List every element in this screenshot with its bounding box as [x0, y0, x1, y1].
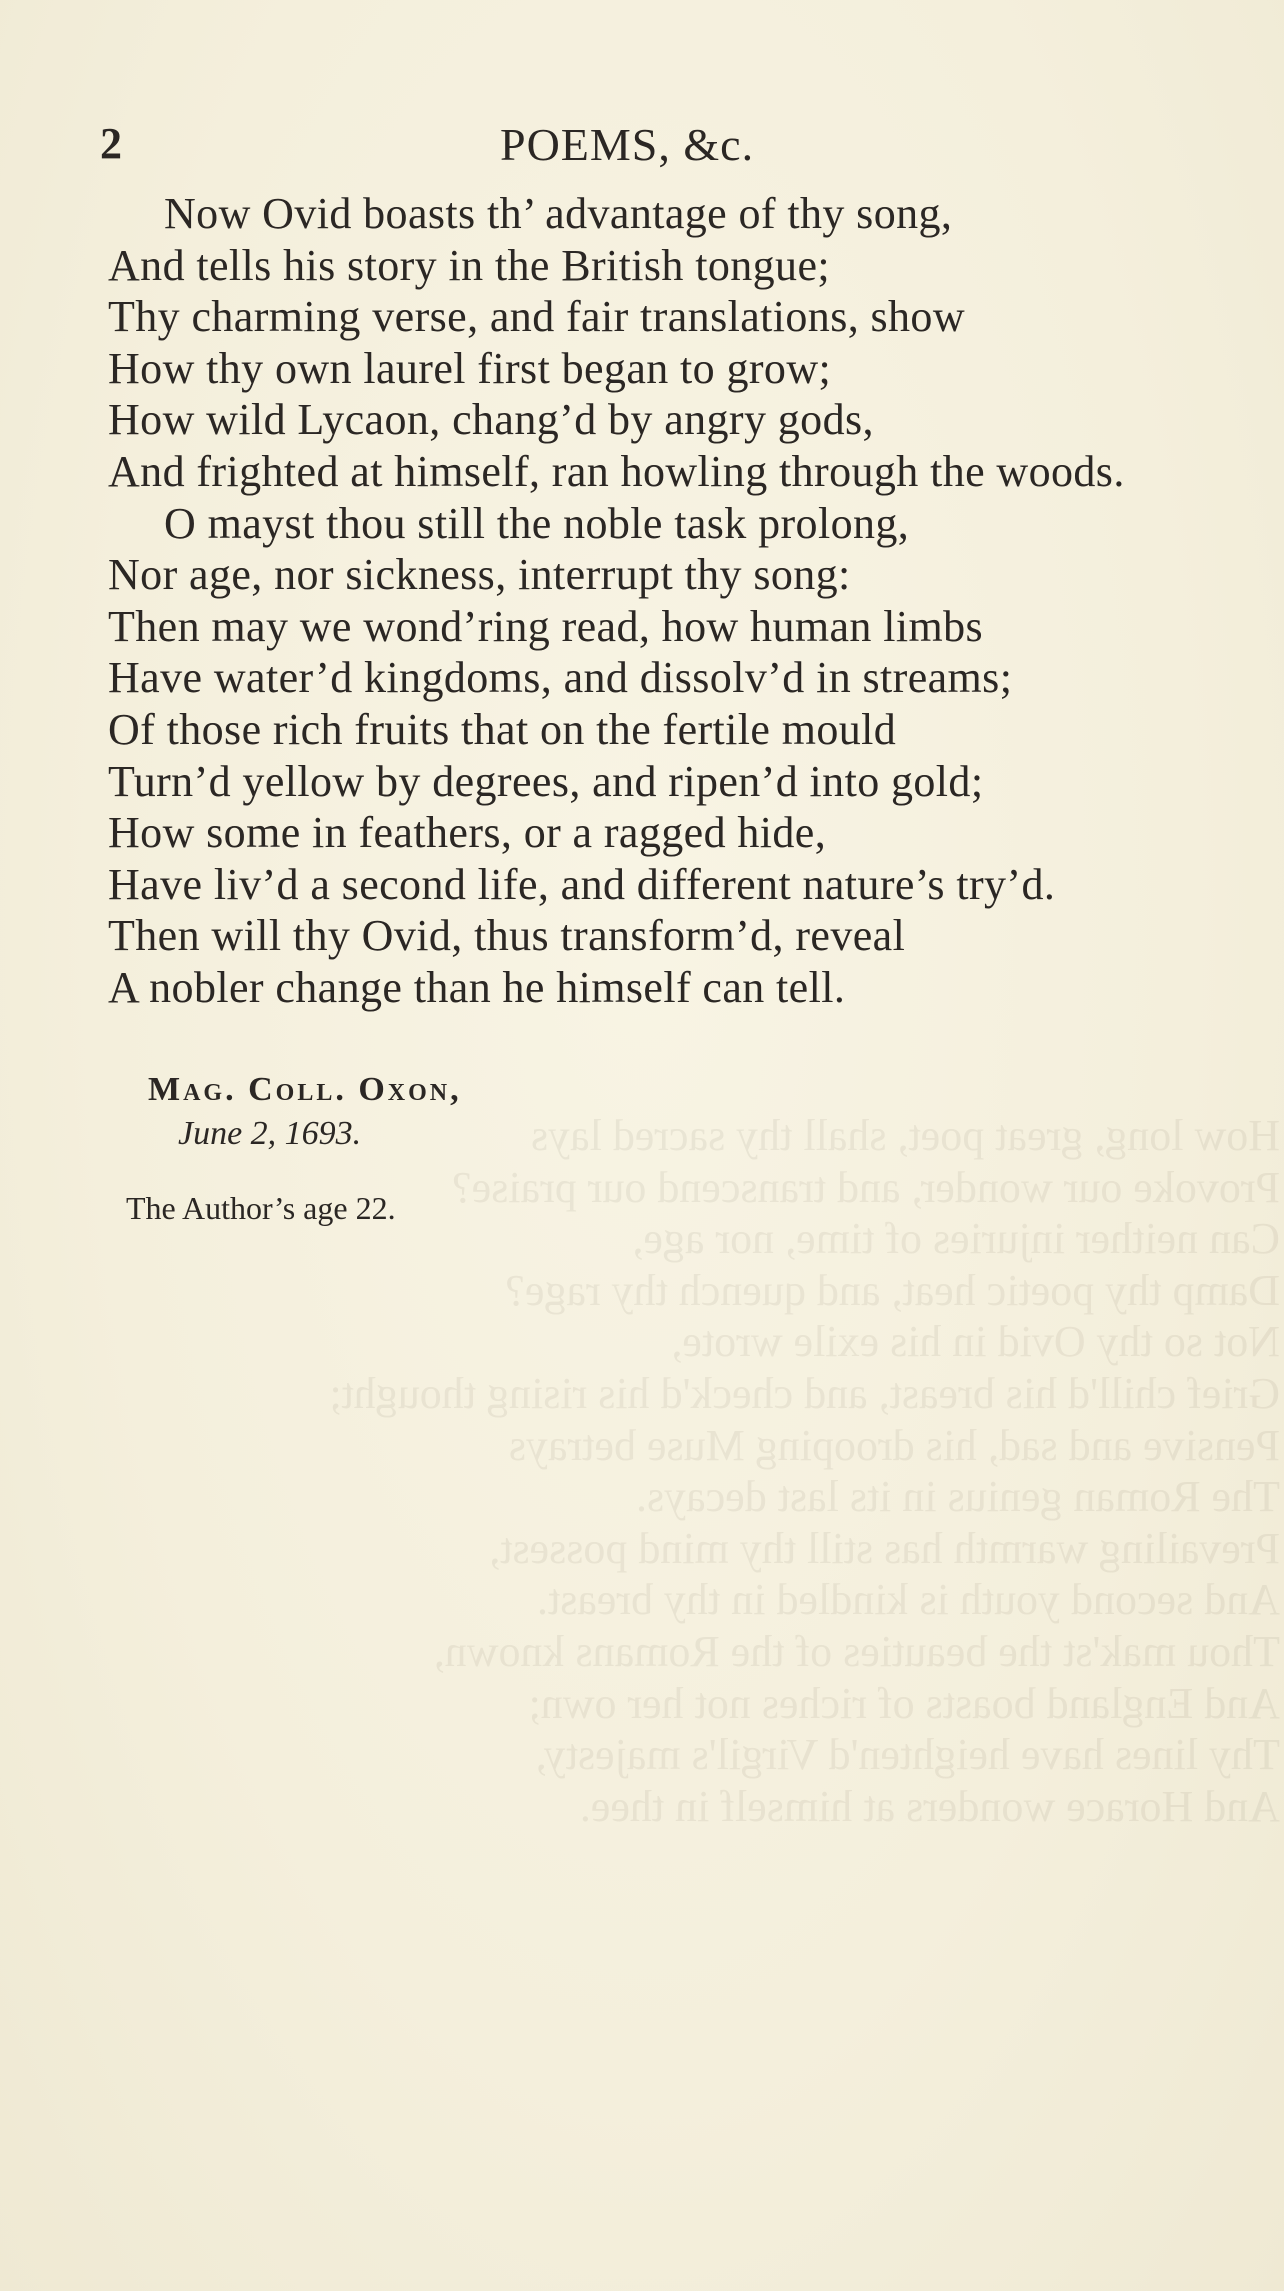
page-header: [0, 118, 1284, 178]
poem-line: Now Ovid boasts th’ advantage of thy song,: [164, 189, 953, 238]
running-head: POEMS, &c.: [500, 119, 755, 170]
poem-line: Then will thy Ovid, thus transform’d, reveal: [108, 911, 906, 961]
poem-body: [108, 188, 1248, 1014]
signature-block: [126, 1068, 462, 1228]
poem-line: Have water’d kingdoms, and dissolv’d in streams;: [108, 653, 1013, 703]
poem-line: How some in feathers, or a ragged hide,: [108, 808, 827, 858]
author-age-note: The Author’s age 22.: [126, 1190, 396, 1226]
poem-line: Thy charming verse, and fair translations, show: [108, 292, 966, 342]
poem-line: Nor age, nor sickness, interrupt thy song:: [108, 550, 851, 600]
poem-line: How thy own laurel first began to grow;: [108, 343, 832, 393]
page-number: 2: [100, 119, 122, 168]
poem-line: Have liv’d a second life, and different nature’s try’d.: [108, 859, 1056, 909]
poem-line: Turn’d yellow by degrees, and ripen’d into gold;: [108, 756, 984, 806]
poem-line: Of those rich fruits that on the fertile mould: [108, 704, 897, 754]
poem-line: And tells his story in the British tongue;: [108, 240, 831, 290]
poem-line: O mayst thou still the noble task prolong,: [164, 498, 910, 548]
poem-line: How wild Lycaon, chang’d by angry gods,: [108, 395, 874, 445]
poem-line: A nobler change than he himself can tell.: [108, 962, 846, 1012]
show-through-text: How long, great poet, shall thy sacred lays Provoke our wonder, and transcend our praise? Can neither injuries of time, nor age, Damp thy poetic heat, and quench thy rage? Not so thy Ovid in his exile wrote, Grief chill'd his breast, and check'd his rising thought; Pensive and sad, his drooping Muse betrays The Roman genius in its last decays. Prevailing warmth has still thy mind possest, And second youth is kindled in thy breast. Thou mak'st the beauties of the Romans known, And England boasts of riches not her own; Thy lines have heighten'd Virgil's majesty, And Horace wonders at himself in thee.: [329, 1111, 1280, 1831]
poem-line: And frighted at himself, ran howling through the woods.: [108, 446, 1125, 496]
college-signature: Mag. Coll. Oxon,: [148, 1071, 462, 1108]
signature-date: June 2, 1693.: [178, 1115, 362, 1152]
poem-line: Then may we wond’ring read, how human limbs: [108, 601, 984, 651]
